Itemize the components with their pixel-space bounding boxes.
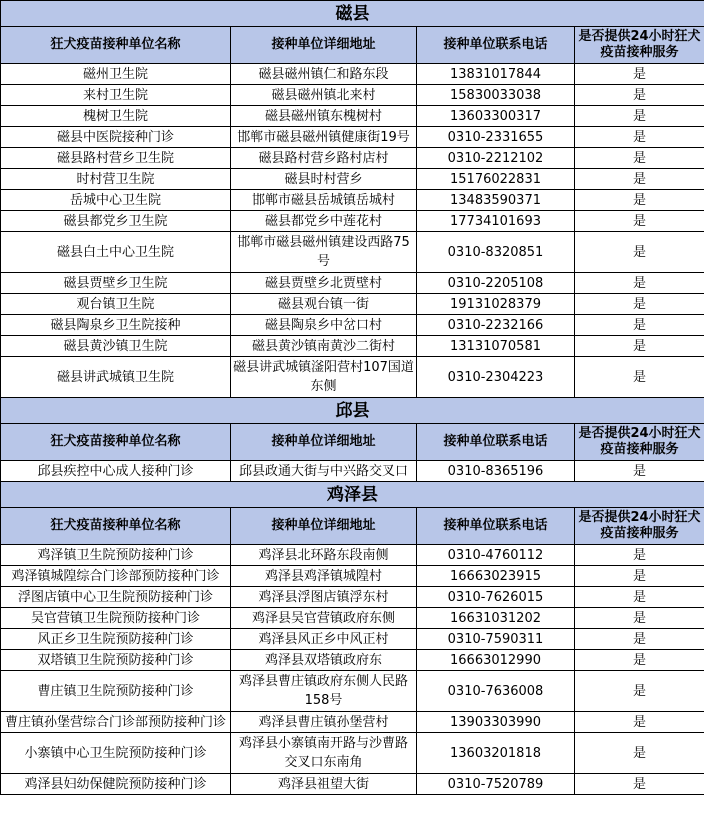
phone-cell: 13903303990 <box>417 712 575 733</box>
unit-name-cell: 鸡泽镇城隍综合门诊部预防接种门诊 <box>1 566 231 587</box>
header-unit-name: 狂犬疫苗接种单位名称 <box>1 508 231 545</box>
address-cell: 鸡泽县鸡泽镇城隍村 <box>231 566 417 587</box>
table-row <box>1 106 704 127</box>
table-row <box>1 733 704 774</box>
address-cell: 鸡泽县北环路东段南侧 <box>231 545 417 566</box>
unit-name-cell: 来村卫生院 <box>1 85 231 106</box>
table-row <box>1 315 704 336</box>
service-cell: 是 <box>575 190 704 211</box>
phone-cell: 16631031202 <box>417 608 575 629</box>
service-cell: 是 <box>575 169 704 190</box>
address-cell: 磁县观台镇一街 <box>231 294 417 315</box>
address-cell: 磁县磁州镇北来村 <box>231 85 417 106</box>
header-address: 接种单位详细地址 <box>231 508 417 545</box>
address-cell: 磁县黄沙镇南黄沙二街村 <box>231 336 417 357</box>
service-cell: 是 <box>575 650 704 671</box>
phone-cell: 0310-7590311 <box>417 629 575 650</box>
unit-name-cell: 鸡泽镇卫生院预防接种门诊 <box>1 545 231 566</box>
phone-cell: 17734101693 <box>417 211 575 232</box>
phone-cell: 16663023915 <box>417 566 575 587</box>
address-cell: 磁县都党乡中莲花村 <box>231 211 417 232</box>
address-cell: 鸡泽县吴官营镇政府东侧 <box>231 608 417 629</box>
unit-name-cell: 磁县黄沙镇卫生院 <box>1 336 231 357</box>
phone-cell: 0310-8320851 <box>417 232 575 273</box>
unit-name-cell: 时村营卫生院 <box>1 169 231 190</box>
unit-name-cell: 吴官营镇卫生院预防接种门诊 <box>1 608 231 629</box>
header-address: 接种单位详细地址 <box>231 424 417 461</box>
service-cell: 是 <box>575 294 704 315</box>
address-cell: 鸡泽县曹庄镇孙堡营村 <box>231 712 417 733</box>
table-row <box>1 357 704 398</box>
table-header-row <box>1 27 704 64</box>
service-cell: 是 <box>575 64 704 85</box>
table-row <box>1 629 704 650</box>
header-unit-name: 狂犬疫苗接种单位名称 <box>1 424 231 461</box>
address-cell: 鸡泽县祖望大街 <box>231 774 417 795</box>
county-title: 邱县 <box>1 398 704 424</box>
phone-cell: 15830033038 <box>417 85 575 106</box>
phone-cell: 13603201818 <box>417 733 575 774</box>
unit-name-cell: 小寨镇中心卫生院预防接种门诊 <box>1 733 231 774</box>
unit-name-cell: 磁县陶泉乡卫生院接种 <box>1 315 231 336</box>
address-cell: 鸡泽县双塔镇政府东 <box>231 650 417 671</box>
phone-cell: 19131028379 <box>417 294 575 315</box>
table-row <box>1 190 704 211</box>
unit-name-cell: 曹庄镇卫生院预防接种门诊 <box>1 671 231 712</box>
phone-cell: 15176022831 <box>417 169 575 190</box>
header-unit-name: 狂犬疫苗接种单位名称 <box>1 27 231 64</box>
address-cell: 邱县政通大街与中兴路交叉口 <box>231 461 417 482</box>
table-row <box>1 64 704 85</box>
unit-name-cell: 槐树卫生院 <box>1 106 231 127</box>
phone-cell: 0310-2205108 <box>417 273 575 294</box>
address-cell: 磁县时村营乡 <box>231 169 417 190</box>
phone-cell: 16663012990 <box>417 650 575 671</box>
table-row <box>1 461 704 482</box>
service-cell: 是 <box>575 232 704 273</box>
address-cell: 磁县路村营乡路村店村 <box>231 148 417 169</box>
unit-name-cell: 磁县贾壁乡卫生院 <box>1 273 231 294</box>
phone-cell: 0310-2232166 <box>417 315 575 336</box>
phone-cell: 13131070581 <box>417 336 575 357</box>
header-24h-service: 是否提供24小时狂犬疫苗接种服务 <box>575 27 704 64</box>
table-row <box>1 294 704 315</box>
service-cell: 是 <box>575 712 704 733</box>
unit-name-cell: 观台镇卫生院 <box>1 294 231 315</box>
service-cell: 是 <box>575 774 704 795</box>
phone-cell: 0310-2331655 <box>417 127 575 148</box>
service-cell: 是 <box>575 461 704 482</box>
table-row <box>1 273 704 294</box>
table-row <box>1 148 704 169</box>
phone-cell: 0310-4760112 <box>417 545 575 566</box>
header-phone: 接种单位联系电话 <box>417 508 575 545</box>
unit-name-cell: 磁州卫生院 <box>1 64 231 85</box>
unit-name-cell: 风正乡卫生院预防接种门诊 <box>1 629 231 650</box>
county-section-row <box>1 1 704 27</box>
table-header-row <box>1 424 704 461</box>
service-cell: 是 <box>575 315 704 336</box>
service-cell: 是 <box>575 608 704 629</box>
phone-cell: 13603300317 <box>417 106 575 127</box>
table-row <box>1 671 704 712</box>
table-row <box>1 566 704 587</box>
table-header-row <box>1 508 704 545</box>
table-row <box>1 85 704 106</box>
phone-cell: 0310-7636008 <box>417 671 575 712</box>
table-row <box>1 127 704 148</box>
unit-name-cell: 浮图店镇中心卫生院预防接种门诊 <box>1 587 231 608</box>
table-row <box>1 336 704 357</box>
county-section-row <box>1 398 704 424</box>
phone-cell: 0310-2304223 <box>417 357 575 398</box>
unit-name-cell: 磁县白土中心卫生院 <box>1 232 231 273</box>
service-cell: 是 <box>575 148 704 169</box>
phone-cell: 0310-7520789 <box>417 774 575 795</box>
county-section-row <box>1 482 704 508</box>
county-title: 鸡泽县 <box>1 482 704 508</box>
service-cell: 是 <box>575 336 704 357</box>
address-cell: 磁县讲武城镇滏阳营村107国道东侧 <box>231 357 417 398</box>
table-row <box>1 232 704 273</box>
address-cell: 邯郸市磁县磁州镇建设西路75号 <box>231 232 417 273</box>
header-phone: 接种单位联系电话 <box>417 27 575 64</box>
table-row <box>1 608 704 629</box>
service-cell: 是 <box>575 211 704 232</box>
unit-name-cell: 磁县路村营乡卫生院 <box>1 148 231 169</box>
table-row <box>1 587 704 608</box>
service-cell: 是 <box>575 106 704 127</box>
address-cell: 磁县贾壁乡北贾壁村 <box>231 273 417 294</box>
table-row <box>1 545 704 566</box>
phone-cell: 13483590371 <box>417 190 575 211</box>
address-cell: 邯郸市磁县磁州镇健康街19号 <box>231 127 417 148</box>
unit-name-cell: 双塔镇卫生院预防接种门诊 <box>1 650 231 671</box>
unit-name-cell: 磁县讲武城镇卫生院 <box>1 357 231 398</box>
header-24h-service: 是否提供24小时狂犬疫苗接种服务 <box>575 508 704 545</box>
county-title: 磁县 <box>1 1 704 27</box>
address-cell: 鸡泽县浮图店镇浮东村 <box>231 587 417 608</box>
address-cell: 磁县陶泉乡中岔口村 <box>231 315 417 336</box>
unit-name-cell: 磁县中医院接种门诊 <box>1 127 231 148</box>
service-cell: 是 <box>575 357 704 398</box>
phone-cell: 0310-2212102 <box>417 148 575 169</box>
address-cell: 邯郸市磁县岳城镇岳城村 <box>231 190 417 211</box>
table-row <box>1 774 704 795</box>
table-row <box>1 712 704 733</box>
address-cell: 鸡泽县风正乡中风正村 <box>231 629 417 650</box>
service-cell: 是 <box>575 671 704 712</box>
address-cell: 磁县磁州镇仁和路东段 <box>231 64 417 85</box>
service-cell: 是 <box>575 629 704 650</box>
header-phone: 接种单位联系电话 <box>417 424 575 461</box>
table-row <box>1 169 704 190</box>
service-cell: 是 <box>575 733 704 774</box>
unit-name-cell: 鸡泽县妇幼保健院预防接种门诊 <box>1 774 231 795</box>
address-cell: 鸡泽县小寨镇南开路与沙曹路交叉口东南角 <box>231 733 417 774</box>
service-cell: 是 <box>575 85 704 106</box>
header-address: 接种单位详细地址 <box>231 27 417 64</box>
unit-name-cell: 磁县都党乡卫生院 <box>1 211 231 232</box>
address-cell: 鸡泽县曹庄镇政府东侧人民路158号 <box>231 671 417 712</box>
address-cell: 磁县磁州镇东槐树村 <box>231 106 417 127</box>
unit-name-cell: 岳城中心卫生院 <box>1 190 231 211</box>
phone-cell: 0310-7626015 <box>417 587 575 608</box>
table-row <box>1 650 704 671</box>
service-cell: 是 <box>575 566 704 587</box>
service-cell: 是 <box>575 273 704 294</box>
phone-cell: 13831017844 <box>417 64 575 85</box>
unit-name-cell: 曹庄镇孙堡营综合门诊部预防接种门诊 <box>1 712 231 733</box>
phone-cell: 0310-8365196 <box>417 461 575 482</box>
unit-name-cell: 邱县疾控中心成人接种门诊 <box>1 461 231 482</box>
header-24h-service: 是否提供24小时狂犬疫苗接种服务 <box>575 424 704 461</box>
service-cell: 是 <box>575 545 704 566</box>
service-cell: 是 <box>575 127 704 148</box>
table-row <box>1 211 704 232</box>
service-cell: 是 <box>575 587 704 608</box>
